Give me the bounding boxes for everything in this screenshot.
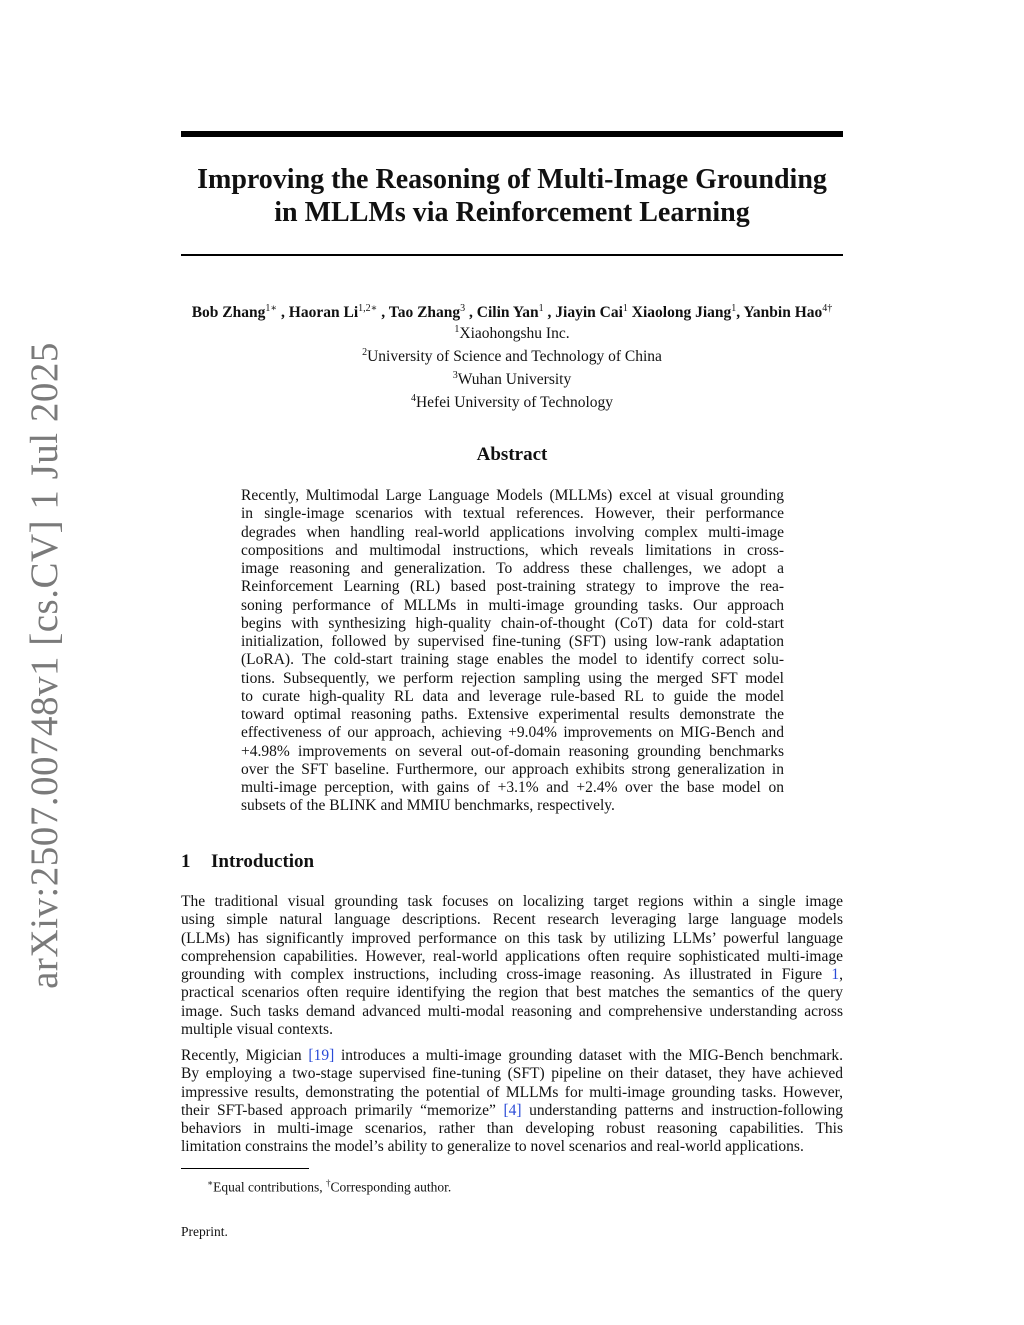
author-affiliation-mark: 4†: [822, 303, 833, 314]
text-line: degrades when handling real-world applications involving complex multi-image: [241, 523, 784, 541]
text-line: initialization, followed by supervised fine-tuning (SFT) using low-rank adaptation: [241, 633, 784, 650]
text-line: comprehension capabilities. However, real-world applications often require sophisticated multi-image: [181, 947, 843, 965]
text-line: to curate high-quality RL data and leverage rule-based RL to guide the model: [241, 687, 784, 705]
text-line: multi-image perception, with gains of +3.1% and +2.4% over the base model on: [241, 779, 784, 796]
text-line: soning performance of MLLMs in multi-image grounding tasks. Our approach: [241, 596, 784, 614]
intro-paragraph-2: [181, 1047, 843, 1157]
footnote: ∗Equal contributions, †Corresponding author.: [207, 1178, 452, 1195]
section-number: 1: [181, 851, 191, 872]
title-rule-top: [181, 131, 843, 137]
text-line: Reinforcement Learning (RL) based post-training strategy to improve the rea-: [241, 578, 784, 596]
arxiv-identifier: [18, 341, 70, 989]
author-affiliation-mark: 1∗: [265, 303, 278, 314]
text-line: behaviors in multi-image scenarios, rather than developing robust reasoning capabilities. This: [181, 1120, 843, 1137]
section-heading-introduction: [181, 851, 314, 873]
affiliation-list: [260, 320, 764, 413]
text-line: subsets of the BLINK and MMIU benchmarks, respectively.: [241, 797, 615, 815]
affiliation: $^4$Hefei University of Technology: [410, 393, 614, 412]
affiliation: $^2$University of Science and Technology of China: [362, 347, 662, 366]
author-affiliation-mark: 1,2∗: [358, 303, 378, 314]
footnote-rule: [181, 1168, 309, 1169]
arxiv-identifier-text: arXiv:2507.00748v1 [cs.CV] 1 Jul 2025: [22, 341, 66, 989]
title-line: Improving the Reasoning of Multi-Image Grounding: [197, 164, 827, 195]
author-affiliation-mark: 1: [731, 303, 737, 314]
text-line: toward optimal reasoning paths. Extensive experimental results demonstrate the: [241, 706, 784, 723]
text-line: +4.98% improvements on several out-of-domain reasoning grounding benchmarks: [241, 742, 784, 760]
affiliation: $^1$Xiaohongshu Inc.: [454, 324, 570, 343]
text-line: their SFT-based approach primarily “memorize” [4] understanding patterns and instruction-following: [181, 1101, 843, 1119]
intro-paragraph-1: [181, 893, 843, 1039]
citation-link[interactable]: [4]: [503, 1101, 522, 1119]
author-affiliation-mark: 3: [460, 303, 466, 314]
text-line: limitation constrains the model’s ability to generalize to novel scenarios and real-world applications.: [181, 1138, 804, 1156]
text-line: in single-image scenarios with textual references. However, their performance: [241, 505, 784, 523]
affiliation: $^3$Wuhan University: [452, 370, 572, 389]
author-name: Yanbin Hao: [743, 304, 823, 322]
author-name: Xiaolong Jiang: [631, 304, 732, 322]
author-name: Jiayin Cai: [555, 304, 623, 322]
text-line: effectiveness of our approach, achieving +9.04% improvements on MIG-Bench and: [241, 724, 784, 742]
paper-title: [160, 163, 864, 229]
section-title: Introduction: [211, 851, 315, 872]
text-line: tions. Subsequently, we perform rejection sampling using the merged SFT model: [241, 669, 784, 687]
author-name: Bob Zhang: [191, 304, 266, 322]
abstract-body: [241, 487, 784, 816]
text-line: By employing a two-stage supervised fine-tuning (SFT) pipeline on their dataset, they have achieved: [181, 1065, 843, 1083]
text-line: Recently, Migician [19] introduces a multi-image grounding dataset with the MIG-Bench benchmark.: [181, 1047, 843, 1064]
abstract-heading: Abstract: [476, 444, 548, 465]
text-line: grounding with complex instructions, including cross-image reasoning. As illustrated in Figure 1,: [181, 966, 843, 983]
text-line: using simple natural language descriptions. Recent research leveraging large language models: [181, 911, 843, 929]
text-line: compositions and multimodal instructions, which reveals limitations in cross-: [241, 541, 784, 559]
citation-link[interactable]: [19]: [308, 1047, 335, 1064]
text-line: The traditional visual grounding task focuses on localizing target regions within a single image: [181, 893, 843, 910]
text-line: multiple visual contexts.: [181, 1020, 333, 1038]
text-line: impressive results, demonstrating the potential of MLLMs for multi-image grounding tasks. However,: [181, 1083, 843, 1101]
preprint-label: Preprint.: [181, 1224, 228, 1239]
text-line: (LoRA). The cold-start training stage enables the model to identify correct solu-: [241, 651, 784, 669]
text-line: (LLMs) has significantly improved performance on this task by utilizing LLMs’ powerful language: [181, 929, 843, 947]
text-line: over the SFT baseline. Furthermore, our approach exhibits strong generalization in: [241, 760, 784, 778]
title-line: in MLLMs via Reinforcement Learning: [274, 197, 750, 228]
title-rule-bottom: [181, 254, 843, 256]
author-name: Haoran Li: [288, 304, 359, 322]
citation-link[interactable]: 1: [831, 966, 840, 983]
text-line: Recently, Multimodal Large Language Models (MLLMs) excel at visual grounding: [241, 487, 784, 504]
author-affiliation-mark: 1: [538, 303, 544, 314]
text-line: image reasoning and generalization. To address these challenges, we adopt a: [241, 560, 784, 577]
text-line: practical scenarios often require identifying the region that best matches the semantics of the query: [181, 984, 843, 1002]
author-name: Tao Zhang: [388, 304, 461, 322]
author-name: Cilin Yan: [476, 304, 539, 322]
text-line: image. Such tasks demand advanced multi-modal reasoning and comprehensive understanding across: [181, 1002, 843, 1020]
text-line: begins with synthesizing high-quality chain-of-thought (CoT) data for cold-start: [241, 614, 784, 632]
author-list: Bob Zhang$^{1∗}$ , Haoran $Li^{1,2∗}$ , Tao Zhang$^3$ , Cilin Yan$^1$ , Jiayin Cai$^1$ Xiaolong Jiang$^1$, Yanbin Hao$^{4\dagger}$: [191, 303, 833, 322]
author-affiliation-mark: 1: [622, 303, 628, 314]
